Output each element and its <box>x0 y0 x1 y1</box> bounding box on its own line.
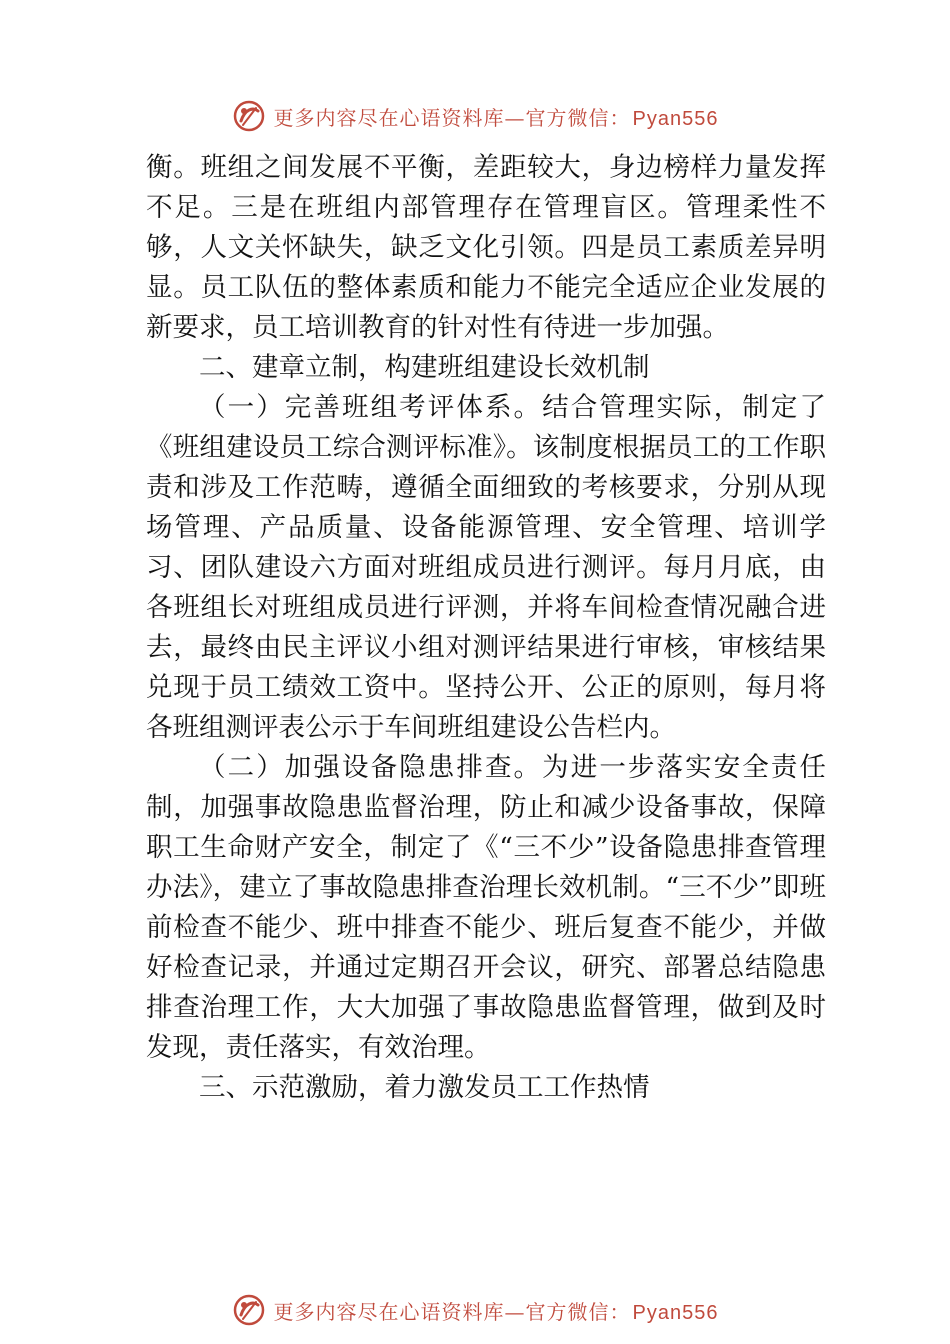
section-heading-3: 三、示范激励，着力激发员工工作热情 <box>199 1072 650 1103</box>
wechat-handle: Pyan556 <box>632 1301 719 1324</box>
document-body <box>146 148 826 1108</box>
wechat-handle: Pyan556 <box>632 107 719 130</box>
logo-icon <box>232 1293 266 1327</box>
header-banner <box>0 96 950 136</box>
paragraph-hazard-inspection: （二）加强设备隐患排查。为进一步落实安全责任制，加强事故隐患监督治理，防止和减少设备事故，保障职工生命财产安全，制定了《“三不少”设备隐患排查管理办法》，建立了事故隐患排查治理长效机制。“三不少”即班前检查不能少、班中排查不能少、班后复查不能少，并做好检查记录，并通过定期召开会议，研究、部署总结隐患排查治理工作，大大加强了事故隐患监督管理，做到及时发现，责任落实，有效治理。 <box>146 752 826 1063</box>
banner-text: 更多内容尽在心语资料库—官方微信： Pyan556 <box>273 105 719 130</box>
footer-banner <box>0 1290 950 1330</box>
logo-icon <box>232 99 266 133</box>
paragraph-continued: 衡。班组之间发展不平衡，差距较大，身边榜样力量发挥不足。三是在班组内部管理存在管理盲区。管理柔性不够，人文关怀缺失，缺乏文化引领。四是员工素质差异明显。员工队伍的整体素质和能力不能完全适应企业发展的新要求，员工培训教育的针对性有待进一步加强。 <box>146 152 826 343</box>
banner-text: 更多内容尽在心语资料库—官方微信： Pyan556 <box>273 1299 719 1324</box>
section-heading-2: 二、建章立制，构建班组建设长效机制 <box>199 352 650 383</box>
paragraph-evaluation-system: （一）完善班组考评体系。结合管理实际，制定了《班组建设员工综合测评标准》。该制度根据员工的工作职责和涉及工作范畴，遵循全面细致的考核要求，分别从现场管理、产品质量、设备能源管理、安全管理、培训学习、团队建设六方面对班组成员进行测评。每月月底，由各班组长对班组成员进行评测，并将车间检查情况融合进去，最终由民主评议小组对测评结果进行审核，审核结果兑现于员工绩效工资中。坚持公开、公正的原则，每月将各班组测评表公示于车间班组建设公告栏内。 <box>146 392 826 743</box>
